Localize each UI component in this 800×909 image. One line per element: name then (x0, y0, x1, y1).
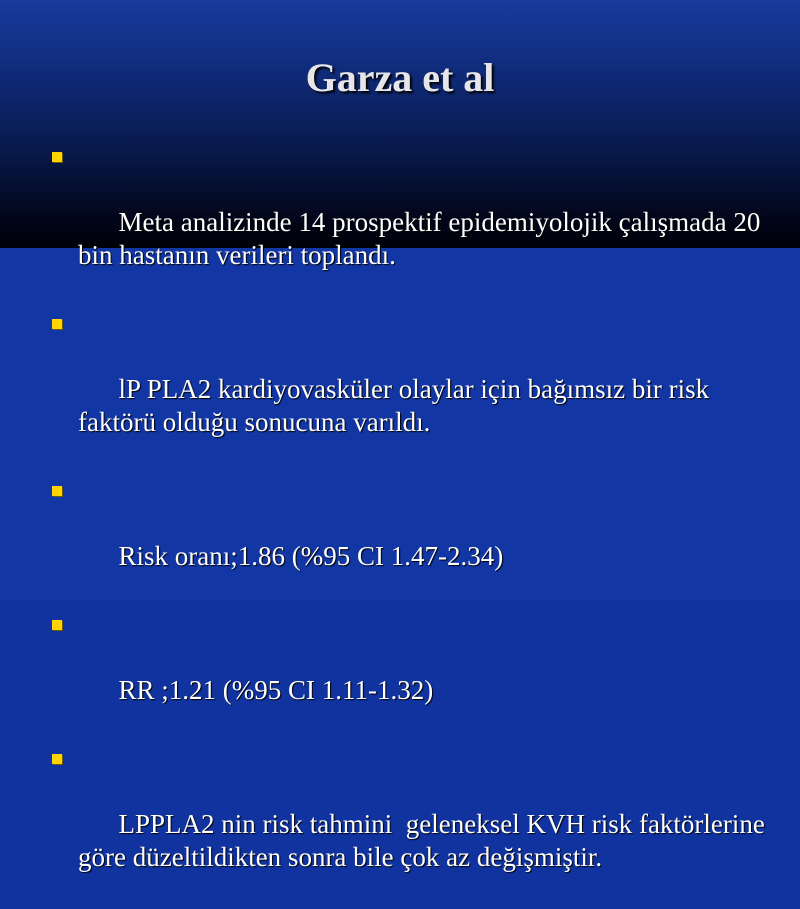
bullet-text: RR ;1.21 (%95 CI 1.11-1.32) (118, 675, 434, 705)
bullet-text: lP PLA2 kardiyovasküler olaylar için bağımsız bir risk faktörü olduğu sonucuna varıldı. (78, 374, 716, 437)
bullet-item (50, 307, 770, 472)
bullet-text: LPPLA2 nin risk tahmini geleneksel KVH risk faktörlerine göre düzeltildikten sonra bile çok az değişmiştir. (78, 809, 772, 872)
bullet-item (50, 474, 770, 606)
bullet-list (50, 140, 770, 909)
bullet-item (50, 742, 770, 907)
square-bullet-icon (52, 754, 62, 764)
square-bullet-icon (52, 486, 62, 496)
bullet-text: Meta analizinde 14 prospektif epidemiyolojik çalışmada 20 bin hastanın verileri toplandı. (78, 207, 768, 270)
square-bullet-icon (52, 620, 62, 630)
bullet-item (50, 608, 770, 740)
bullet-item (50, 140, 770, 305)
square-bullet-icon (52, 152, 62, 162)
square-bullet-icon (52, 319, 62, 329)
bullet-text: Risk oranı;1.86 (%95 CI 1.47-2.34) (118, 541, 504, 571)
slide-title: Garza et al (305, 55, 495, 100)
